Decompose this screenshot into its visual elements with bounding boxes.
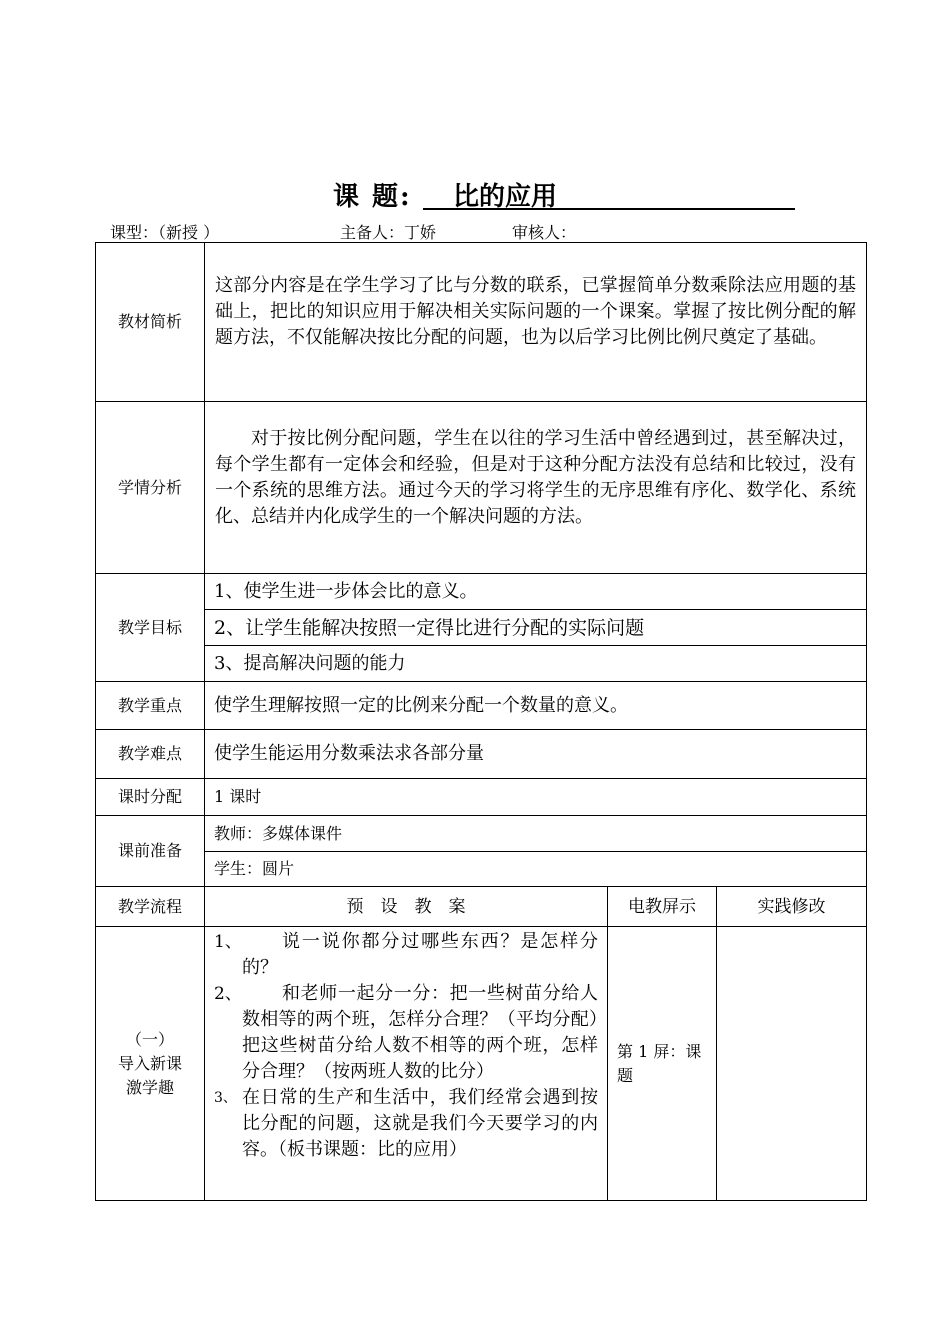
row-goal-1	[96, 574, 867, 610]
stage1-steps	[214, 927, 598, 1163]
difficulty-text: 使学生能运用分数乘法求各部分量	[205, 730, 867, 779]
key-label: 教学重点	[96, 682, 205, 730]
row-prep-teacher	[96, 816, 867, 852]
difficulty-label: 教学难点	[96, 730, 205, 779]
page-title	[0, 176, 950, 212]
step-number: 1、	[214, 932, 242, 952]
material-paragraph: 这部分内容是在学生学习了比与分数的联系，已掌握简单分数乘除法应用题的基础上，把比的知识应用于解决相关实际问题的一个课案。掌握了按比例分配的解题方法，不仅能解决按比分配的问题，也为以后学习比例比例尺奠定了基础。	[215, 275, 856, 348]
flow-screen-header: 电教屏示	[608, 887, 717, 927]
goals-label: 教学目标	[96, 574, 205, 682]
row-difficulty	[96, 730, 867, 779]
step-text: 和老师一起分一分：把一些树苗分给人数相等的两个班，怎样分合理？（平均分配）把这些树苗分给人数不相等的两个班，怎样分合理？（按两班人数的比分）	[242, 983, 598, 1082]
material-label: 教材简析	[96, 243, 205, 402]
list-item	[214, 1085, 598, 1163]
row-prep-student	[96, 852, 867, 887]
flow-process-header: 教学流程	[96, 887, 205, 927]
step-number: 3、	[214, 1090, 237, 1106]
prep-teacher: 教师：多媒体课件	[205, 816, 867, 852]
stage1-label	[96, 927, 205, 1201]
meta-line	[0, 220, 950, 242]
students-text	[205, 402, 867, 574]
students-paragraph: 对于按比例分配问题，学生在以往的学习生活中曾经遇到过，甚至解决过，每个学生都有一定体会和经验，但是对于这种分配方法没有总结和比较过，没有一个系统的思维方法。通过今天的学习将学生的无序思维有序化、数学化、系统化、总结并内化成学生的一个解决问题的方法。	[215, 428, 856, 527]
time-text: 1 课时	[205, 779, 867, 816]
step-number: 2、	[214, 984, 242, 1004]
list-item	[214, 929, 598, 981]
row-time	[96, 779, 867, 816]
stage1-label-line: （一）	[125, 1029, 174, 1049]
title-label: 课 题:	[333, 182, 412, 212]
stage1-revise	[717, 927, 867, 1201]
lesson-plan-table	[95, 242, 867, 1201]
goal-item: 2、让学生能解决按照一定得比进行分配的实际问题	[205, 610, 867, 646]
step-text: 说一说你都分过哪些东西？是怎样分的？	[242, 931, 598, 978]
prep-student: 学生：圆片	[205, 852, 867, 887]
stage1-screen: 第 1 屏：课题	[608, 927, 717, 1201]
prep-label: 课前准备	[96, 816, 205, 887]
preparer: 主备人：丁娇	[340, 223, 437, 242]
flow-plan-header: 预 设 教 案	[205, 887, 608, 927]
row-goal-3	[96, 646, 867, 682]
key-text: 使学生理解按照一定的比例来分配一个数量的意义。	[205, 682, 867, 730]
stage1-label-line: 激学趣	[125, 1077, 174, 1097]
row-key	[96, 682, 867, 730]
row-material	[96, 243, 867, 402]
row-stage-1	[96, 927, 867, 1201]
step-text: 在日常的生产和生活中，我们经常会遇到按比分配的问题，这就是我们今天要学习的内容。（板书课题：比的应用）	[242, 1087, 598, 1160]
stage1-label-line: 导入新课	[117, 1053, 182, 1073]
goal-item: 1、使学生进一步体会比的意义。	[205, 574, 867, 610]
row-goal-2	[96, 610, 867, 646]
lesson-type: 课型：（新授 ）	[110, 223, 220, 242]
row-students	[96, 402, 867, 574]
title-value: 比的应用	[423, 176, 795, 210]
time-label: 课时分配	[96, 779, 205, 816]
stage1-plan	[205, 927, 608, 1201]
list-item	[214, 981, 598, 1085]
material-text	[205, 243, 867, 402]
reviewer: 审核人：	[512, 223, 577, 242]
flow-revise-header: 实践修改	[717, 887, 867, 927]
students-label: 学情分析	[96, 402, 205, 574]
row-flow-header	[96, 887, 867, 927]
goal-item: 3、提高解决问题的能力	[205, 646, 867, 682]
